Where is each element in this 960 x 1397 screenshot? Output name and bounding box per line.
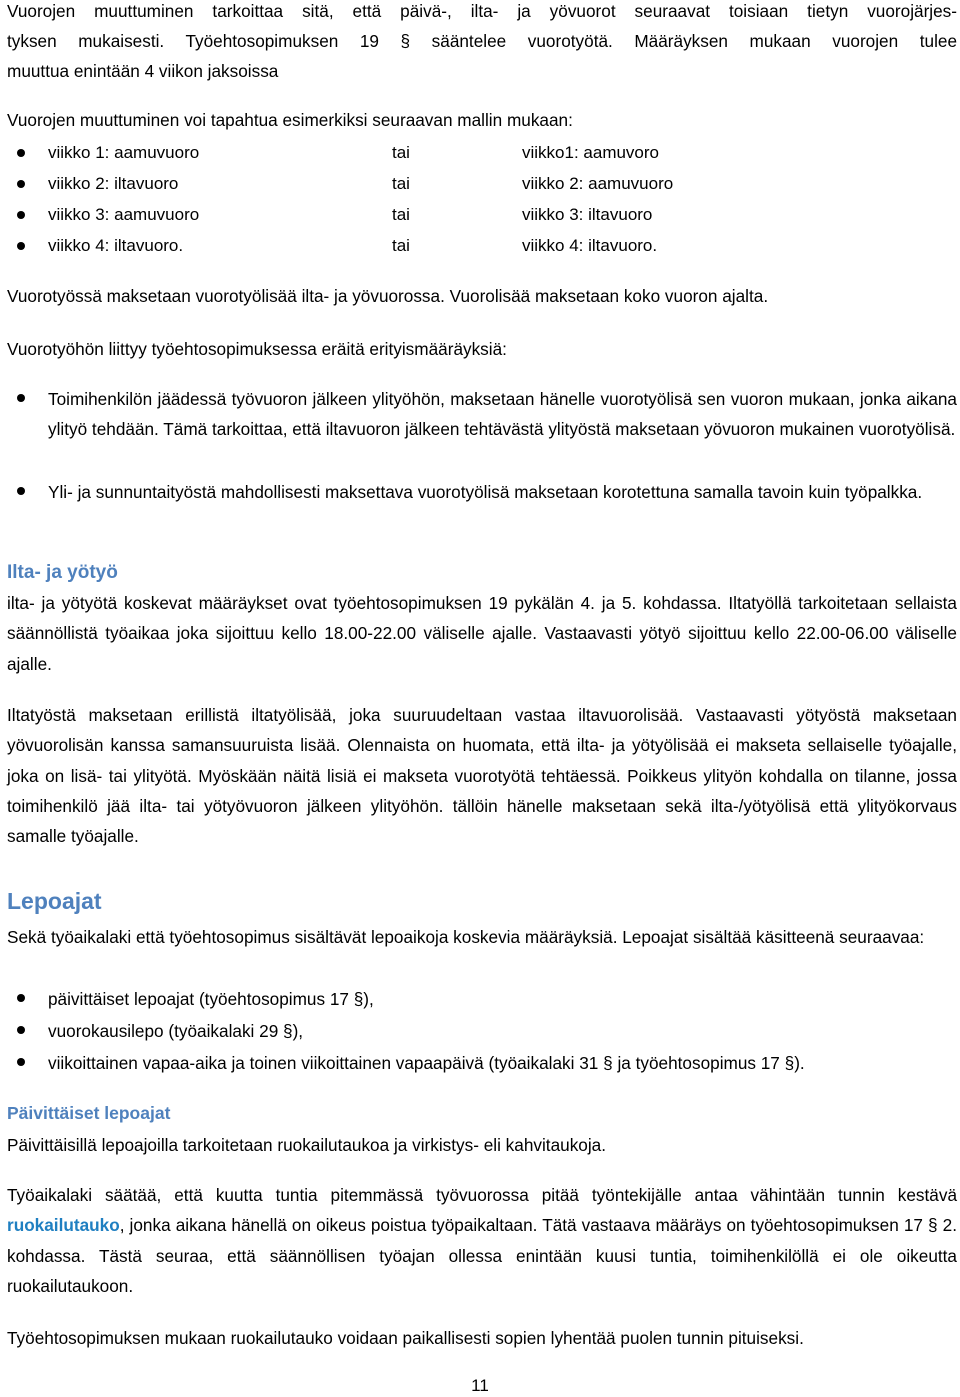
rotation-lead: Vuorojen muuttuminen voi tapahtua esimerkiksi seuraavan mallin mukaan: — [7, 110, 573, 130]
special-rule-item: Toimihenkilön jäädessä työvuoron jälkeen ylityöhön, maksetaan hänelle vuorotyölisä sen vuoron mukaan, jonka aikana ylityö tehdään. Tämä tarkoittaa, että iltavuoron jälkeen tehtävästä ylityöstä maksetaan yövuoron mukainen vuorotyölisä. — [48, 389, 957, 440]
bullet-icon — [17, 180, 25, 188]
bullet-icon — [17, 1058, 25, 1066]
rotation-or: tai — [392, 236, 410, 255]
break-type-item: viikoittainen vapaa-aika ja toinen viikoittainen vapaapäivä (työaikalaki 31 § ja työehtosopimus 17 §). — [48, 1053, 805, 1073]
rotation-option-b: viikko 2: aamuvuoro — [522, 174, 674, 193]
daily-breaks-paragraph — [7, 1180, 957, 1301]
daily-breaks-line: Päivittäisillä lepoajoilla tarkoitetaan ruokailutaukoa ja virkistys- eli kahvitaukoja. — [7, 1135, 606, 1155]
break-type-item: vuorokausilepo (työaikalaki 29 §), — [48, 1021, 304, 1041]
rotation-option-b: viikko 3: iltavuoro — [522, 205, 653, 224]
daily-breaks-text-a: Työaikalaki säätää, että kuutta tuntia pitemmässä työvuorossa pitää työntekijälle antaa vähintään tunnin kestävä — [7, 1185, 957, 1205]
evening-night-paragraph-1: ilta- ja yötyötä koskevat määräykset ovat työehtosopimuksen 19 pykälän 4. ja 5. kohdassa. Iltatyöllä tarkoitetaan sellaista säännöllistä työaikaa joka sijoittuu kello 18.00-22.00 väliselle ajalle. Vastaavasti yötyö sijoittuu kello 22.00-06.00 väliselle ajalle. — [7, 593, 957, 674]
rotation-option-b: viikko 4: iltavuoro. — [522, 236, 658, 255]
rotation-row — [48, 169, 748, 199]
rotation-row — [48, 200, 748, 230]
break-type-item: päivittäiset lepoajat (työehtosopimus 17 §), — [48, 989, 374, 1009]
lunch-break-link[interactable]: ruokailutauko — [7, 1215, 120, 1236]
bullet-icon — [17, 149, 25, 157]
special-rule-item: Yli- ja sunnuntaityöstä mahdollisesti maksettava vuorotyölisä maksetaan korotettuna samalla tavoin kuin työpalkka. — [48, 482, 923, 502]
breaks-intro: Sekä työaikalaki että työehtosopimus sisältävät lepoaikoja koskevia määräyksiä. Lepoajat sisältää käsitteenä seuraavaa: — [7, 927, 925, 947]
bullet-icon — [17, 394, 25, 402]
daily-breaks-text-b: , jonka aikana hänellä on oikeus poistua työpaikaltaan. Tätä vastaava määräys on työehtosopimuksen 17 § 2. kohdassa. Tästä seuraa, että säännöllisen työajan ollessa enintään kuusi tuntia, toimihenkilöllä ei ole oikeutta ruokailutaukoon. — [7, 1215, 957, 1296]
bullet-icon — [17, 242, 25, 250]
section-heading-daily-breaks: Päivittäiset lepoajat — [7, 1103, 171, 1123]
rotation-or: tai — [392, 174, 410, 193]
bullet-icon — [17, 487, 25, 495]
rotation-row — [48, 138, 748, 168]
rotation-or: tai — [392, 143, 410, 162]
rotation-option-a: viikko 2: iltavuoro — [48, 174, 179, 193]
bullet-icon — [17, 1026, 25, 1034]
rotation-option-a: viikko 3: aamuvuoro — [48, 205, 200, 224]
special-rules-lead: Vuorotyöhön liittyy työehtosopimuksessa eräitä erityismääräyksiä: — [7, 339, 507, 359]
rotation-row — [48, 231, 748, 261]
section-heading-evening-night: Ilta- ja yötyö — [7, 562, 118, 583]
bullet-icon — [17, 994, 25, 1002]
rotation-or: tai — [392, 205, 410, 224]
daily-breaks-last-line: Työehtosopimuksen mukaan ruokailutauko voidaan paikallisesti sopien lyhentää puolen tunnin pituiseksi. — [7, 1328, 804, 1348]
rotation-option-a: viikko 1: aamuvuoro — [48, 143, 200, 162]
rotation-option-a: viikko 4: iltavuoro. — [48, 236, 184, 255]
shift-pay-text: Vuorotyössä maksetaan vuorotyölisää ilta- ja yövuorossa. Vuorolisää maksetaan koko vuoron ajalta. — [7, 286, 769, 306]
intro-line-3: muuttua enintään 4 viikon jaksoissa — [7, 61, 279, 81]
intro-line-2: tyksen mukaisesti. Työehtosopimuksen 19 § sääntelee vuorotyötä. Määräyksen mukaan vuorojen tulee — [7, 31, 957, 51]
intro-line-1: Vuorojen muuttuminen tarkoittaa sitä, että päivä-, ilta- ja yövuorot seuraavat toisiaan tietyn vuorojärjes- — [7, 1, 957, 21]
evening-night-paragraph-2: Iltatyöstä maksetaan erillistä iltatyölisää, joka suuruudeltaan vastaa iltavuorolisää. Vastaavasti yötyöstä maksetaan yövuorolisän kanssa samansuuruista lisää. Olennaista on huomata, että ilta- ja yötyölisää ei makseta sellaiselle työajalle, joka on lisä- tai ylityötä. Myöskään näitä lisiä ei makseta vuorotyötä tehtäessä. Poikkeus ylityön kohdalla on tilanne, jossa toimihenkilö jää ilta- tai yötyövuoron jälkeen ylityöhön. tällöin hänelle maksetaan sekä ilta-/yötyölisä että ylityökorvaus samalle työajalle. — [7, 705, 957, 847]
bullet-icon — [17, 211, 25, 219]
rotation-option-b: viikko1: aamuvoro — [522, 143, 660, 162]
page-number: 11 — [471, 1376, 489, 1395]
section-heading-breaks: Lepoajat — [7, 888, 102, 914]
